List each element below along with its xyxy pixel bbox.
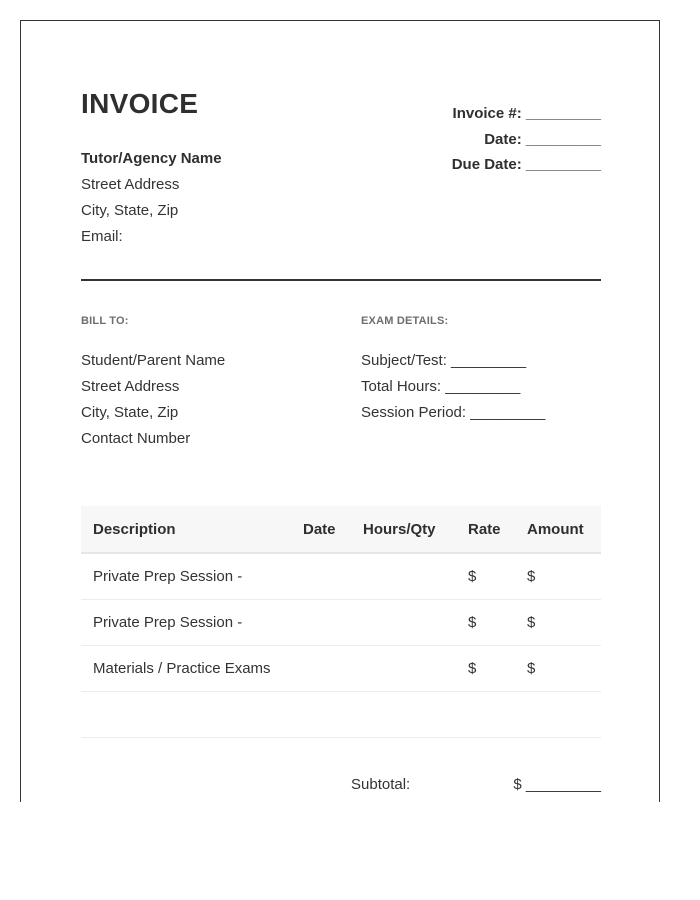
row-description: Private Prep Session - — [81, 600, 291, 646]
row-hours-qty — [351, 600, 456, 646]
table-row — [81, 553, 601, 600]
bill-to-city: City, State, Zip — [81, 404, 179, 421]
invoice-date-row — [452, 127, 601, 153]
col-header-rate: Rate — [456, 506, 515, 553]
table-row — [81, 600, 601, 646]
row-rate: $ — [456, 553, 515, 600]
row-date — [291, 553, 351, 600]
row-hours-qty — [351, 646, 456, 692]
invoice-date-label: Date: — [484, 130, 522, 148]
subtotal-value: $ _________ — [513, 776, 601, 793]
exam-details-heading: EXAM DETAILS: — [361, 315, 449, 327]
bill-to-street: Street Address — [81, 378, 180, 395]
invoice-number-field: _________ — [525, 105, 601, 122]
row-description: Materials / Practice Exams — [81, 646, 291, 692]
invoice-title: INVOICE — [81, 88, 199, 119]
exam-details-block — [361, 348, 545, 426]
header-divider — [81, 279, 601, 281]
table-header-row — [81, 506, 601, 553]
bill-to-block — [81, 348, 225, 452]
invoice-meta — [452, 101, 601, 178]
tutor-agency-name: Tutor/Agency Name — [81, 150, 222, 167]
exam-subject: Subject/Test: _________ — [361, 352, 527, 369]
row-description: Private Prep Session - — [81, 553, 291, 600]
bill-to-heading: BILL TO: — [81, 315, 129, 327]
row-hours-qty — [351, 553, 456, 600]
subtotal-label: Subtotal: — [351, 776, 411, 793]
from-street: Street Address — [81, 176, 180, 193]
row-amount — [515, 692, 601, 738]
row-date — [291, 600, 351, 646]
bill-to-contact: Contact Number — [81, 430, 191, 447]
due-date-row — [452, 152, 601, 178]
col-header-amount: Amount — [515, 506, 601, 553]
row-rate: $ — [456, 600, 515, 646]
row-rate — [456, 692, 515, 738]
row-amount: $ — [515, 646, 601, 692]
row-description — [81, 692, 291, 738]
due-date-label: Due Date: — [451, 156, 522, 173]
exam-session-period: Session Period: _________ — [361, 404, 546, 421]
from-city: City, State, Zip — [81, 202, 179, 219]
invoice-number-label: Invoice #: — [452, 105, 522, 122]
table-row — [81, 692, 601, 738]
table-row — [81, 646, 601, 692]
row-amount: $ — [515, 553, 601, 600]
row-date — [291, 646, 351, 692]
bill-to-name: Student/Parent Name — [81, 352, 226, 369]
row-date — [291, 692, 351, 738]
col-header-date: Date — [291, 506, 351, 553]
row-amount: $ — [515, 600, 601, 646]
due-date-field: _________ — [525, 156, 601, 173]
row-hours-qty — [351, 692, 456, 738]
line-items-table — [81, 506, 601, 738]
invoice-date-field: _________ — [525, 130, 601, 148]
col-header-hours-qty: Hours/Qty — [351, 506, 456, 553]
from-block — [81, 146, 222, 250]
row-rate: $ — [456, 646, 515, 692]
invoice-number-row — [452, 101, 601, 127]
from-email: Email: — [81, 228, 123, 245]
exam-total-hours: Total Hours: _________ — [361, 378, 521, 395]
col-header-description: Description — [81, 506, 291, 553]
